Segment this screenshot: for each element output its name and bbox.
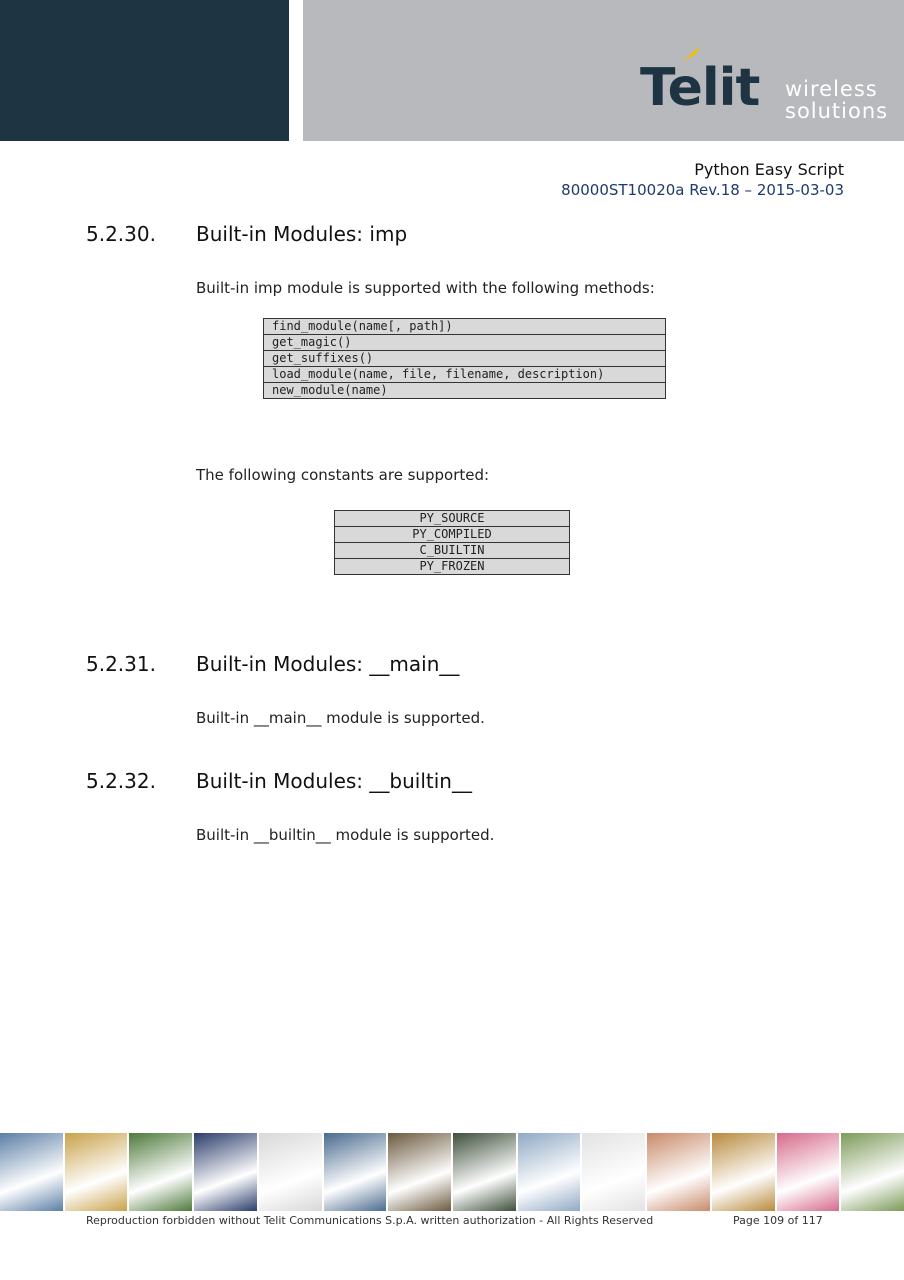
imp-intro-text: Built-in imp module is supported with the following methods: — [196, 279, 655, 297]
main-module-text: Built-in __main__ module is supported. — [196, 709, 485, 727]
section-title: Built-in Modules: __main__ — [196, 652, 460, 676]
footer-photo-tile — [582, 1133, 645, 1211]
footer-photo-tile — [518, 1133, 581, 1211]
table-row — [335, 511, 570, 527]
constant-cell: PY_COMPILED — [335, 527, 570, 543]
table-row — [335, 559, 570, 575]
table-row — [264, 383, 666, 399]
method-cell: get_magic() — [264, 335, 666, 351]
logo-tagline-line1: wireless — [785, 77, 878, 101]
footer-photo-tile — [777, 1133, 840, 1211]
table-row — [264, 335, 666, 351]
constant-cell: PY_FROZEN — [335, 559, 570, 575]
footer-photo-strip — [0, 1133, 904, 1211]
constant-cell: C_BUILTIN — [335, 543, 570, 559]
logo-tagline — [785, 78, 888, 122]
footer-photo-tile — [453, 1133, 516, 1211]
builtin-module-text: Built-in __builtin__ module is supported. — [196, 826, 495, 844]
footer-photo-tile — [712, 1133, 775, 1211]
section-heading-5-2-32 — [86, 769, 472, 793]
imp-methods-table — [263, 318, 666, 399]
section-number: 5.2.30. — [86, 222, 156, 246]
footer-photo-tile — [324, 1133, 387, 1211]
logo-wordmark: Telit — [640, 58, 760, 118]
logo-tagline-line2: solutions — [785, 99, 889, 123]
footer-copyright: Reproduction forbidden without Telit Communications S.p.A. written authorization - All Rights Reserved — [86, 1214, 654, 1227]
footer-photo-tile — [647, 1133, 710, 1211]
method-cell: load_module(name, file, filename, description) — [264, 367, 666, 383]
table-row — [264, 351, 666, 367]
method-cell: new_module(name) — [264, 383, 666, 399]
footer-photo-tile — [65, 1133, 128, 1211]
footer-photo-tile — [841, 1133, 904, 1211]
method-cell: get_suffixes() — [264, 351, 666, 367]
section-title: Built-in Modules: __builtin__ — [196, 769, 472, 793]
footer-page-number: Page 109 of 117 — [733, 1214, 823, 1227]
constant-cell: PY_SOURCE — [335, 511, 570, 527]
footer-photo-tile — [129, 1133, 192, 1211]
footer-photo-tile — [194, 1133, 257, 1211]
table-row — [335, 527, 570, 543]
table-row — [335, 543, 570, 559]
table-row — [264, 319, 666, 335]
imp-constants-table — [334, 510, 570, 575]
header-banner-dark — [0, 0, 289, 141]
constants-intro-text: The following constants are supported: — [196, 466, 490, 484]
footer-photo-tile — [388, 1133, 451, 1211]
section-title: Built-in Modules: imp — [196, 222, 408, 246]
section-number: 5.2.31. — [86, 652, 156, 676]
footer-photo-tile — [259, 1133, 322, 1211]
section-number: 5.2.32. — [86, 769, 156, 793]
method-cell: find_module(name[, path]) — [264, 319, 666, 335]
document-revision: 80000ST10020a Rev.18 – 2015-03-03 — [561, 181, 844, 199]
footer-photo-tile — [0, 1133, 63, 1211]
telit-logo — [640, 44, 889, 124]
table-row — [264, 367, 666, 383]
document-title: Python Easy Script — [694, 160, 844, 179]
section-heading-5-2-30 — [86, 222, 407, 246]
section-heading-5-2-31 — [86, 652, 459, 676]
